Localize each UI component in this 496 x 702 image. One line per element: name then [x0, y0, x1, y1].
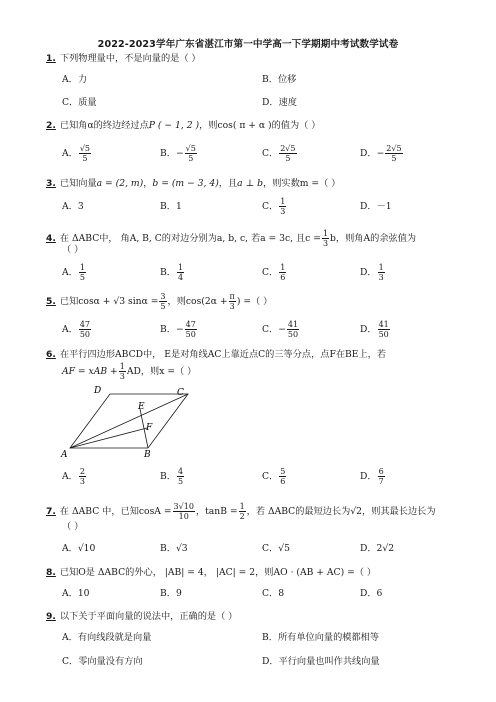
question-number: 1. — [46, 53, 56, 64]
question-number: 3. — [46, 178, 56, 189]
q4-option-b[interactable]: B． $\frac{1}{4}$ — [160, 263, 184, 282]
question-text: 在平行四边形ABCD中， E是对角线AC上靠近点C的三等分点，点F在BE上，若 — [59, 349, 387, 360]
question-7: 7. 在 ΔABC 中，已知cosA = $\frac{3√10}{10}$ ，tanB = $\frac{1}{2}$ ，若 ΔABC的最短边长为√2，则其最长边长为 — [46, 502, 436, 521]
question-6 — [46, 348, 466, 361]
q9-option-b[interactable]: B．所有单位向量的模都相等 — [262, 632, 380, 643]
q8-option-a[interactable]: A．10 — [62, 588, 90, 599]
question-4-continued: （ ） — [62, 244, 84, 255]
question-text: 已知O是 ΔABC的外心， |AB| = 4， |AC| = 2，则AO · (AB + AC) =（ ） — [59, 567, 377, 578]
question-text: 以下关于平面向量的说法中，正确的是（ ） — [59, 611, 238, 622]
point-e-label: E — [138, 402, 145, 412]
q7-option-a[interactable]: A．√10 — [62, 543, 96, 554]
question-text: 在 ΔABC中， 角A, B, C的对边分别为a, b, c, 若a = 3c, 且c = — [59, 233, 321, 244]
question-3: 3. 已知向量a = (2, m)，b = (m − 3, 4)，且a ⊥ b，则实数m =（ ） — [46, 178, 341, 189]
q6-option-b[interactable]: B． $\frac{4}{5}$ — [160, 467, 184, 486]
q8-option-b[interactable]: B．9 — [160, 588, 182, 599]
question-9 — [46, 610, 466, 623]
q7-option-c[interactable]: C．√5 — [262, 543, 290, 554]
vector-a: a = (2, m) — [96, 178, 144, 189]
q3-option-d[interactable]: D．－1 — [360, 201, 392, 212]
question-number: 8. — [46, 567, 56, 578]
question-2 — [46, 119, 466, 132]
q6-option-a[interactable]: A． $\frac{2}{3}$ — [62, 467, 85, 486]
q1-option-a[interactable]: A．力 — [62, 74, 88, 85]
q6-option-d[interactable]: D． $\frac{6}{7}$ — [360, 467, 384, 486]
q2-option-d[interactable]: D．− $\frac{2√5}{5}$ — [360, 144, 402, 163]
question-text: 在 ΔABC 中，已知cosA = — [59, 506, 172, 517]
q5-option-a[interactable]: A． $\frac{47}{50}$ — [62, 320, 91, 339]
q1-option-b[interactable]: B．位移 — [262, 74, 297, 85]
q1-option-d[interactable]: D．速度 — [262, 97, 297, 108]
question-text: ，则 — [199, 120, 218, 131]
q5-option-b[interactable]: B．− $\frac{47}{50}$ — [160, 320, 196, 339]
q9-option-d[interactable]: D．平行向量也叫作共线向量 — [262, 656, 380, 667]
q7-option-b[interactable]: B．√3 — [160, 543, 188, 554]
question-text: 下列物理量中，不是向量的是（ ） — [59, 53, 201, 64]
q2-option-a[interactable]: A． $\frac{√5}{5}$ — [62, 144, 91, 163]
question-number: 5. — [46, 296, 56, 307]
q2-option-b[interactable]: B．− $\frac{√5}{5}$ — [160, 144, 196, 163]
cos-expression: cos( π + α ) — [217, 120, 272, 131]
question-6-continued: AF = xAB + $\frac{1}{3}$ AD，则x =（ ） — [62, 362, 197, 381]
question-5: 5. 已知cosα + √3 sinα = $\frac{3}{5}$ ，则cos(2α + $\frac{\pi}{3}$ ) =（ ） — [46, 292, 273, 311]
question-number: 9. — [46, 611, 56, 622]
perpendicular-condition: a ⊥ b — [237, 178, 264, 189]
question-text: 的值为（ ） — [271, 120, 321, 131]
question-number: 6. — [46, 349, 56, 360]
q3-option-c[interactable]: C． $\frac{1}{3}$ — [262, 197, 286, 216]
q9-option-c[interactable]: C．零向量没有方向 — [62, 656, 143, 667]
q5-option-d[interactable]: D． $\frac{41}{50}$ — [360, 320, 389, 339]
q4-option-c[interactable]: C． $\frac{1}{6}$ — [262, 263, 286, 282]
q1-option-c[interactable]: C．质量 — [62, 97, 97, 108]
q2-option-c[interactable]: C． $\frac{2√5}{5}$ — [262, 144, 296, 163]
question-text: 已知角α的终边经过点 — [59, 120, 149, 131]
q5-option-c[interactable]: C．− $\frac{41}{50}$ — [262, 320, 299, 339]
question-8 — [46, 566, 466, 579]
question-number: 2. — [46, 120, 56, 131]
q8-option-d[interactable]: D．6 — [360, 588, 383, 599]
q4-option-a[interactable]: A． $\frac{1}{5}$ — [62, 263, 85, 282]
question-text: 已知向量 — [59, 178, 97, 189]
question-text: 已知cosα + √3 sinα = — [59, 296, 159, 307]
vector-b: b = (m − 3, 4) — [152, 178, 219, 189]
exam-title: 2022-2023学年广东省湛江市第一中学高一下学期期中考试数学试卷 — [97, 39, 399, 50]
vertex-d-label: D — [94, 386, 102, 396]
question-number: 7. — [46, 506, 56, 517]
q3-option-a[interactable]: A．3 — [62, 201, 84, 212]
vertex-b-label: B — [144, 450, 151, 460]
q3-option-b[interactable]: B．1 — [160, 201, 182, 212]
segment-af — [70, 428, 147, 448]
vertex-c-label: C — [177, 388, 184, 398]
point-p: P ( − 1, 2 ) — [148, 120, 200, 131]
diagonal-ac — [70, 394, 188, 448]
question-4: 4. 在 ΔABC中， 角A, B, C的对边分别为a, b, c, 若a = 3c, 且c = $\frac{1}{3}$ b，则角A的余弦值为 — [46, 229, 417, 248]
parallelogram-diagram — [60, 382, 200, 460]
vertex-a-label: A — [61, 450, 68, 460]
point-f-label: F — [146, 423, 153, 433]
q8-option-c[interactable]: C．8 — [262, 588, 285, 599]
q6-option-c[interactable]: C． $\frac{5}{6}$ — [262, 467, 286, 486]
question-text: b，则角A的余弦值为 — [330, 233, 417, 244]
question-1 — [46, 52, 466, 65]
q4-option-d[interactable]: D． $\frac{1}{3}$ — [360, 263, 384, 282]
q7-option-d[interactable]: D．2√2 — [360, 543, 395, 554]
question-7-continued: （ ） — [62, 521, 84, 532]
q9-option-a[interactable]: A．有向线段就是向量 — [62, 632, 152, 643]
question-number: 4. — [46, 233, 56, 244]
